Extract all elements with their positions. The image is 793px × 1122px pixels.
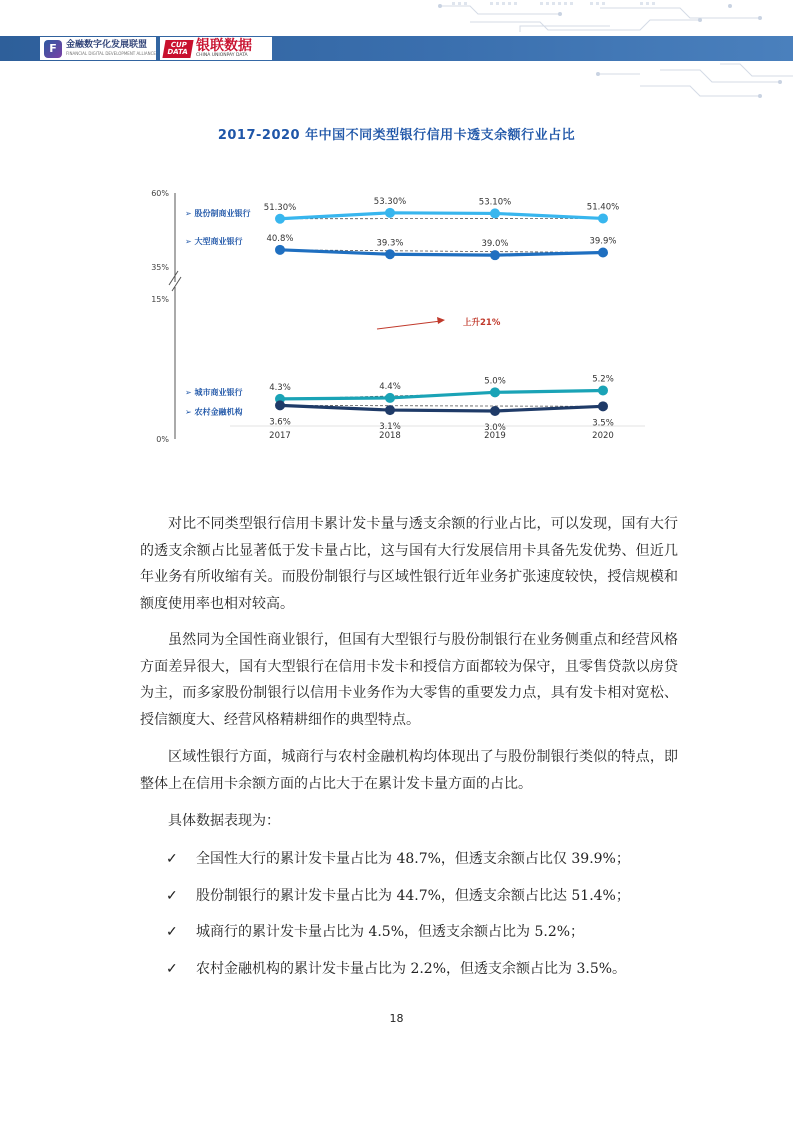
- alliance-logo-name: 金融数字化发展联盟: [66, 40, 148, 50]
- annotation-text: 上升21%: [463, 318, 501, 328]
- check-icon: ✓: [166, 887, 178, 904]
- data-label: 5.0%: [484, 376, 506, 387]
- check-icon: ✓: [166, 851, 178, 867]
- data-label: 51.40%: [586, 202, 620, 213]
- paragraph-3: 区域性银行方面，城商行与农村金融机构均体现出了与股份制银行类似的特点，即整体上在信用卡余额方面的占比大于在累计发卡量方面的占比。: [140, 749, 678, 792]
- legend: [185, 208, 251, 417]
- unionpay-data-name: 银联数据: [196, 37, 252, 54]
- data-label: 3.6%: [269, 417, 291, 428]
- page-number: 18: [389, 1012, 404, 1025]
- x-tick-label: 2018: [379, 431, 401, 441]
- data-label: 39.3%: [376, 238, 404, 249]
- data-point: [275, 245, 285, 255]
- alliance-logo-mark: F: [44, 40, 62, 58]
- data-point: [385, 405, 395, 415]
- data-label: 40.8%: [266, 233, 294, 244]
- x-tick-label: 2020: [592, 431, 614, 441]
- data-point: [490, 208, 500, 218]
- list-item-text: 全国性大行的累计发卡量占比为 48.7%，但透支余额占比仅 39.9%；: [196, 851, 630, 867]
- data-label: 39.9%: [589, 236, 617, 247]
- data-point: [490, 387, 500, 397]
- data-point: [385, 393, 395, 403]
- data-text: DATA: [166, 47, 189, 56]
- unionpay-data-en: CHINA UNIONPAY DATA: [196, 52, 248, 58]
- list-item-text: 农村金融机构的累计发卡量占比为 2.2%，但透支余额占比为 3.5%。: [196, 960, 627, 977]
- alliance-logo-en: FINANCIAL DIGITAL DEVELOPMENT ALLIANCE: [66, 51, 156, 56]
- unionpay-data-logo: [160, 37, 272, 60]
- data-label: 51.30%: [263, 202, 297, 213]
- line-chart: [145, 180, 665, 452]
- list-item-text: 股份制银行的累计发卡量占比为 44.7%，但透支余额占比达 51.4%；: [196, 887, 630, 904]
- data-point: [598, 247, 608, 257]
- data-point: [490, 406, 500, 416]
- list-item: [166, 956, 630, 993]
- data-point: [385, 208, 395, 218]
- cup-data-badge: [162, 40, 193, 58]
- series-line: [280, 390, 603, 398]
- check-icon: ✓: [166, 960, 178, 977]
- data-point: [598, 213, 608, 223]
- series-group: [264, 197, 619, 433]
- chart-title: 2017-2020 年中国不同类型银行信用卡透支余额行业占比: [217, 128, 576, 143]
- data-checklist: [166, 846, 630, 992]
- paragraph-2: 虽然同为全国性商业银行，但国有大型银行与股份制银行在业务侧重点和经营风格方面差异很大，国有大型银行在信用卡发卡和授信方面都较为保守，且零售贷款以房贷为主，而多家股份制银行以信用卡业务作为大零售的重要发力点，具有发卡相对宽松、授信额度大、经营风格精耕细作的典型特点。: [140, 632, 678, 728]
- data-label: 3.0%: [484, 423, 506, 433]
- legend-entry: ➢ 股份制商业银行: [185, 208, 251, 218]
- data-label: 5.2%: [592, 374, 614, 385]
- legend-entry: ➢ 城市商业银行: [185, 387, 243, 397]
- y-axis: [169, 193, 645, 439]
- y-tick-label: 60%: [151, 189, 169, 198]
- legend-entry: ➢ 农村金融机构: [185, 407, 243, 417]
- data-point: [385, 249, 395, 259]
- series-line: [280, 250, 603, 255]
- annotation: [377, 317, 501, 329]
- data-point: [275, 400, 285, 410]
- check-icon: ✓: [166, 924, 178, 940]
- page-header: [0, 0, 793, 100]
- y-ticks: [151, 189, 169, 444]
- x-tick-label: 2019: [484, 431, 506, 441]
- y-tick-label: 0%: [156, 435, 169, 444]
- cup-text: CUP: [170, 40, 188, 49]
- data-point: [490, 250, 500, 260]
- data-label: 4.4%: [379, 381, 401, 392]
- data-point: [275, 214, 285, 224]
- x-labels: [269, 431, 614, 441]
- data-label: 53.30%: [373, 196, 407, 207]
- y-tick-label: 35%: [151, 263, 169, 272]
- data-label: 3.5%: [592, 418, 614, 429]
- annotation-arrow-head: [437, 317, 445, 324]
- data-label: 4.3%: [269, 382, 291, 393]
- paragraph-4: 具体数据表现为：: [168, 813, 280, 829]
- data-label: 3.1%: [379, 422, 401, 433]
- y-tick-label: 15%: [151, 295, 169, 304]
- list-item: [166, 919, 630, 956]
- list-item: [166, 846, 630, 883]
- data-label: 39.0%: [481, 239, 509, 250]
- data-label: 53.10%: [478, 197, 512, 208]
- alliance-logo: [40, 37, 156, 60]
- annotation-arrow-line: [377, 321, 441, 329]
- paragraph-1: 对比不同类型银行信用卡累计发卡量与透支余额的行业占比，可以发现，国有大行的透支余额占比显著低于发卡量占比，这与国有大行发展信用卡具备先发优势、但近几年业务有所收缩有关。而股份制银行与区域性银行近年业务扩张速度较快，授信规模和额度使用率也相对较高。: [140, 516, 678, 612]
- data-point: [598, 401, 608, 411]
- list-item-text: 城商行的累计发卡量占比为 4.5%，但透支余额占比为 5.2%；: [196, 924, 585, 940]
- data-point: [598, 385, 608, 395]
- x-tick-label: 2017: [269, 431, 291, 441]
- list-item: [166, 883, 630, 920]
- legend-entry: ➢ 大型商业银行: [185, 236, 243, 246]
- series-line: [280, 213, 603, 219]
